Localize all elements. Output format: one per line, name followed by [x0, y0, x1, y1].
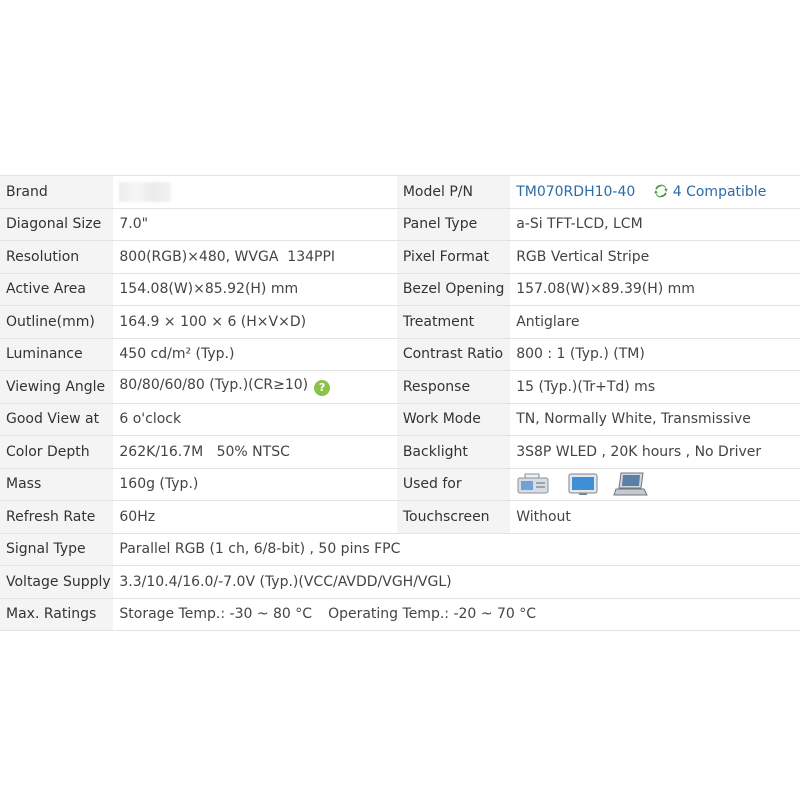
spec-value: a-Si TFT-LCD, LCM: [510, 208, 800, 241]
spec-value: 157.08(W)×89.39(H) mm: [510, 273, 800, 306]
brand-logo-blurred: [119, 182, 171, 202]
spec-label: Color Depth: [0, 436, 113, 469]
spec-label: Touchscreen: [397, 501, 510, 534]
display-monitor-icon: [567, 472, 599, 496]
storage-temp: Storage Temp.: -30 ~ 80 °C: [119, 606, 313, 623]
spec-row: [0, 436, 800, 469]
model-link[interactable]: TM070RDH10-40: [516, 183, 636, 200]
spec-label: Treatment: [397, 306, 510, 339]
spec-row-brand: [0, 176, 800, 209]
spec-table: [0, 175, 800, 631]
spec-label: Response: [397, 371, 510, 404]
spec-value: 60Hz: [113, 501, 396, 534]
spec-value: 3S8P WLED , 20K hours , No Driver: [510, 436, 800, 469]
spec-row-signal: [0, 533, 800, 566]
compatible-count: 4 Compatible: [672, 183, 767, 200]
spec-label: Bezel Opening: [397, 273, 510, 306]
medical-monitor-icon: [516, 472, 552, 496]
spec-value: 164.9 × 100 × 6 (H×V×D): [113, 306, 396, 339]
spec-value: Antiglare: [510, 306, 800, 339]
spec-row: [0, 501, 800, 534]
spec-label: Outline(mm): [0, 306, 113, 339]
spec-label: Viewing Angle: [0, 371, 113, 404]
spec-row-voltage: [0, 566, 800, 599]
spec-value: Without: [510, 501, 800, 534]
spec-label: Mass: [0, 468, 113, 501]
spec-value: 160g (Typ.): [113, 468, 396, 501]
spec-row: [0, 338, 800, 371]
spec-value: 3.3/10.4/16.0/-7.0V (Typ.)(VCC/AVDD/VGH/VGL): [113, 566, 800, 599]
brand-label: Brand: [0, 176, 113, 209]
spec-label: Backlight: [397, 436, 510, 469]
brand-value: [113, 176, 396, 209]
spec-value: 7.0": [113, 208, 396, 241]
spec-label: Max. Ratings: [0, 598, 113, 631]
model-value-cell: [510, 176, 800, 209]
spec-label: Refresh Rate: [0, 501, 113, 534]
spec-label: Active Area: [0, 273, 113, 306]
spec-row: [0, 403, 800, 436]
operating-temp: Operating Temp.: -20 ~ 70 °C: [328, 606, 536, 623]
spec-label: Pixel Format: [397, 241, 510, 274]
spec-value: RGB Vertical Stripe: [510, 241, 800, 274]
spec-label: Voltage Supply: [0, 566, 113, 599]
model-label: Model P/N: [397, 176, 510, 209]
spec-value: Parallel RGB (1 ch, 6/8-bit) , 50 pins FPC: [113, 533, 800, 566]
spec-row: [0, 371, 800, 404]
spec-label: Work Mode: [397, 403, 510, 436]
refresh-icon: [654, 184, 668, 198]
spec-value: TN, Normally White, Transmissive: [510, 403, 800, 436]
spec-row: [0, 306, 800, 339]
spec-label: Luminance: [0, 338, 113, 371]
spec-label: Signal Type: [0, 533, 113, 566]
spec-row: [0, 468, 800, 501]
spec-value: 80/80/60/80 (Typ.)(CR≥10): [119, 377, 309, 394]
spec-value: 800 : 1 (Typ.) (TM): [510, 338, 800, 371]
spec-label: Contrast Ratio: [397, 338, 510, 371]
spec-label: Resolution: [0, 241, 113, 274]
spec-row: [0, 273, 800, 306]
spec-label: Diagonal Size: [0, 208, 113, 241]
spec-value: 800(RGB)×480, WVGA 134PPI: [113, 241, 396, 274]
spec-value-cell: [113, 371, 396, 404]
help-icon[interactable]: ?: [314, 380, 330, 396]
laptop-icon: [613, 471, 649, 497]
spec-label: Used for: [397, 468, 510, 501]
used-for-icons: [510, 468, 800, 501]
compatible-link[interactable]: [654, 184, 767, 200]
spec-value: 154.08(W)×85.92(H) mm: [113, 273, 396, 306]
spec-row-ratings: [0, 598, 800, 631]
spec-value: 450 cd/m² (Typ.): [113, 338, 396, 371]
spec-label: Good View at: [0, 403, 113, 436]
spec-row: [0, 241, 800, 274]
spec-value: 15 (Typ.)(Tr+Td) ms: [510, 371, 800, 404]
spec-row: [0, 208, 800, 241]
spec-value: 6 o'clock: [113, 403, 396, 436]
ratings-value: [113, 598, 800, 631]
spec-value: 262K/16.7M 50% NTSC: [113, 436, 396, 469]
spec-label: Panel Type: [397, 208, 510, 241]
